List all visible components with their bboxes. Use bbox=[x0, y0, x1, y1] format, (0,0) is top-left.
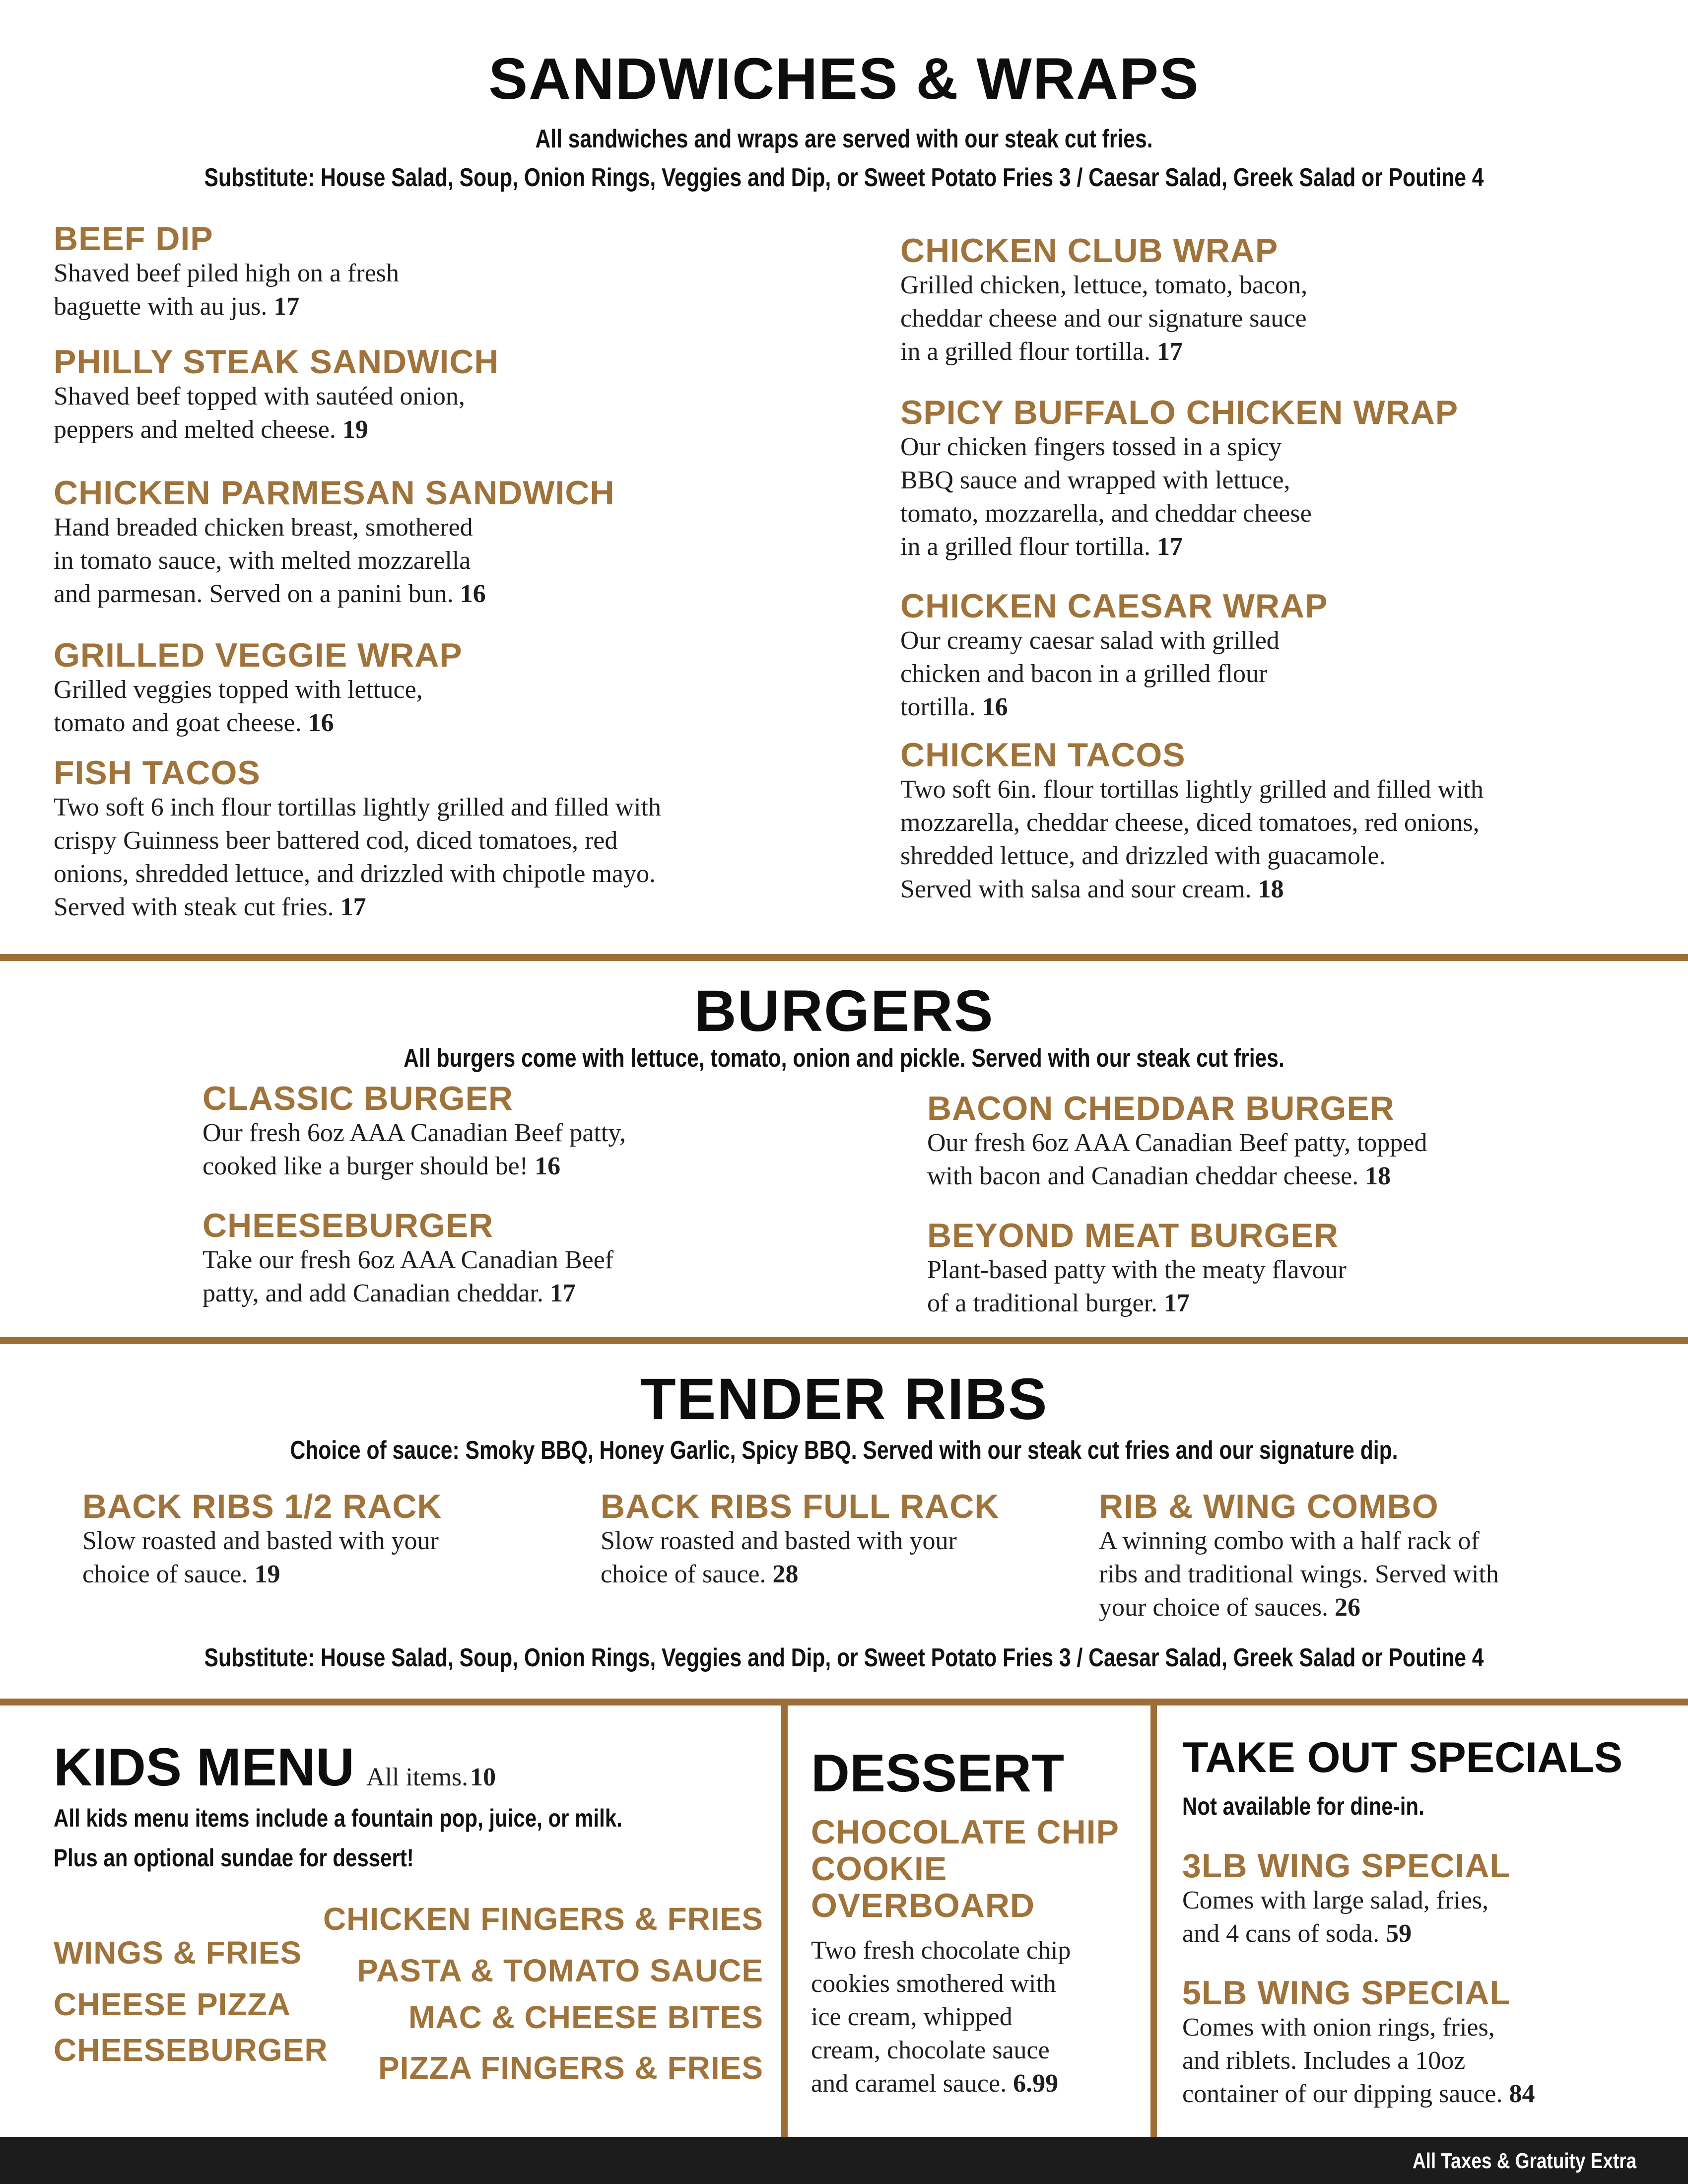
kids-item: CHICKEN FINGERS & FRIES bbox=[323, 1901, 763, 1937]
item-name: SPICY BUFFALO CHICKEN WRAP bbox=[900, 394, 1459, 431]
item-name: BEEF DIP bbox=[54, 220, 213, 258]
menu-item-chicken-parmesan bbox=[54, 476, 615, 611]
kids-all-items: All items. bbox=[366, 1763, 469, 1791]
item-name: BEYOND MEAT BURGER bbox=[927, 1217, 1339, 1254]
kids-item: WINGS & FRIES bbox=[54, 1935, 302, 1971]
dessert-item-name: CHOCOLATE CHIP COOKIE OVERBOARD bbox=[811, 1813, 1119, 1924]
item-description: Slow roasted and basted with your choice of sauce. 19 bbox=[82, 1527, 439, 1589]
menu-item-philly-steak bbox=[54, 344, 499, 446]
dessert-item-description: Two fresh chocolate chip cookies smothered with ice cream, whipped cream, chocolate sauce and caramel sauce. 6.99 bbox=[811, 1936, 1071, 2098]
item-description: Our chicken fingers tossed in a spicy BBQ sauce and wrapped with lettuce, tomato, mozzarella, and cheddar cheese in a grilled flour tortilla. 17 bbox=[900, 433, 1312, 561]
menu-item-back-ribs-half bbox=[82, 1489, 442, 1591]
item-price: 17 bbox=[549, 1279, 576, 1308]
takeout-note: Not available for dine-in. bbox=[1182, 1792, 1424, 1820]
item-description: Shaved beef topped with sautéed onion, peppers and melted cheese. 19 bbox=[54, 382, 465, 444]
section-divider bbox=[0, 954, 1688, 961]
kids-item: MAC & CHEESE BITES bbox=[408, 1999, 763, 2035]
item-price: 26 bbox=[1335, 1593, 1361, 1622]
kids-item: PASTA & TOMATO SAUCE bbox=[357, 1953, 763, 1988]
section-divider bbox=[0, 1699, 1688, 1706]
item-name: BACK RIBS 1/2 RACK bbox=[82, 1488, 442, 1525]
column-divider bbox=[781, 1699, 788, 2137]
item-name: FISH TACOS bbox=[54, 754, 261, 792]
column-divider bbox=[1150, 1699, 1157, 2137]
item-description: Slow roasted and basted with your choice of sauce. 28 bbox=[601, 1527, 957, 1589]
kids-menu-header bbox=[54, 1737, 496, 1797]
sandwiches-substitute-note: Substitute: House Salad, Soup, Onion Rings, Veggies and Dip, or Sweet Potato Fries 3 / Caesar Salad, Greek Salad or Poutine 4 bbox=[204, 163, 1484, 192]
menu-item-cheeseburger bbox=[203, 1208, 613, 1310]
item-description: Our fresh 6oz AAA Canadian Beef patty, cooked like a burger should be! 16 bbox=[203, 1119, 626, 1181]
menu-item-rib-wing-combo bbox=[1099, 1489, 1499, 1624]
ribs-note: Choice of sauce: Smoky BBQ, Honey Garlic, Spicy BBQ. Served with our steak cut fries and our signature dip. bbox=[290, 1436, 1398, 1465]
ribs-substitute-note: Substitute: House Salad, Soup, Onion Rings, Veggies and Dip, or Sweet Potato Fries 3 / Caesar Salad, Greek Salad or Poutine 4 bbox=[204, 1643, 1484, 1672]
item-name: CHICKEN TACOS bbox=[900, 736, 1186, 774]
item-name: PHILLY STEAK SANDWICH bbox=[54, 343, 499, 381]
section-title-burgers: BURGERS bbox=[694, 978, 994, 1044]
section-title-ribs: TENDER RIBS bbox=[640, 1366, 1048, 1432]
item-description: Take our fresh 6oz AAA Canadian Beef patty, and add Canadian cheddar. 17 bbox=[203, 1246, 614, 1308]
item-description: Hand breaded chicken breast, smothered in tomato sauce, with melted mozzarella and parmesan. Served on a panini bun. 16 bbox=[54, 513, 486, 609]
section-title-dessert: DESSERT bbox=[811, 1743, 1065, 1803]
item-price: 19 bbox=[342, 415, 368, 444]
kids-item: PIZZA FINGERS & FRIES bbox=[378, 2050, 763, 2086]
menu-item-beyond-meat-burger bbox=[927, 1218, 1347, 1320]
menu-item-chicken-caesar-wrap bbox=[900, 589, 1328, 724]
item-price: 84 bbox=[1509, 2080, 1535, 2109]
menu-item-5lb-wing-special bbox=[1182, 1976, 1535, 2111]
menu-item-back-ribs-full bbox=[601, 1489, 1000, 1591]
item-description: Plant-based patty with the meaty flavour of a traditional burger. 17 bbox=[927, 1256, 1347, 1318]
item-price: 6.99 bbox=[1013, 2069, 1059, 2098]
item-price: 59 bbox=[1386, 1919, 1412, 1948]
item-name: GRILLED VEGGIE WRAP bbox=[54, 636, 463, 674]
footer-bar bbox=[0, 2137, 1688, 2184]
item-name: 5LB WING SPECIAL bbox=[1182, 1974, 1511, 2012]
item-price: 16 bbox=[982, 693, 1008, 722]
item-name: CHICKEN PARMESAN SANDWICH bbox=[54, 474, 615, 512]
item-name: BACON CHEDDAR BURGER bbox=[927, 1090, 1395, 1127]
kids-note-2: Plus an optional sundae for dessert! bbox=[54, 1844, 414, 1872]
item-price: 19 bbox=[254, 1560, 280, 1589]
item-description: Comes with onion rings, fries, and riblets. Includes a 10oz container of our dipping sauce. 84 bbox=[1182, 2013, 1535, 2109]
item-price: 16 bbox=[460, 580, 486, 609]
kids-item: CHEESE PIZZA bbox=[54, 1986, 291, 2022]
item-description: A winning combo with a half rack of ribs and traditional wings. Served with your choice of sauces. 26 bbox=[1099, 1527, 1499, 1622]
item-price: 28 bbox=[772, 1560, 799, 1589]
menu-item-chicken-club-wrap bbox=[900, 233, 1307, 368]
section-title-takeout: TAKE OUT SPECIALS bbox=[1182, 1734, 1623, 1781]
menu-item-3lb-wing-special bbox=[1182, 1848, 1511, 1950]
menu-item-beef-dip bbox=[54, 221, 399, 323]
item-price: 16 bbox=[308, 709, 334, 738]
item-name: CLASSIC BURGER bbox=[203, 1080, 514, 1117]
footer-note: All Taxes & Gratuity Extra bbox=[1412, 2149, 1636, 2173]
kids-item: CHEESEBURGER bbox=[54, 2032, 328, 2068]
item-price: 18 bbox=[1258, 875, 1284, 904]
item-name: CHICKEN CAESAR WRAP bbox=[900, 587, 1328, 625]
burgers-note: All burgers come with lettuce, tomato, onion and pickle. Served with our steak cut fries. bbox=[404, 1044, 1284, 1073]
item-price: 17 bbox=[273, 292, 300, 321]
item-price: 16 bbox=[535, 1152, 561, 1181]
item-price: 17 bbox=[1156, 338, 1183, 366]
item-price: 17 bbox=[1156, 533, 1183, 561]
item-description: Our creamy caesar salad with grilled chicken and bacon in a grilled flour tortilla. 16 bbox=[900, 626, 1280, 722]
item-name: CHICKEN CLUB WRAP bbox=[900, 232, 1279, 270]
menu-item-chicken-tacos bbox=[900, 738, 1484, 906]
item-description: Our fresh 6oz AAA Canadian Beef patty, topped with bacon and Canadian cheddar cheese. 18 bbox=[927, 1129, 1427, 1191]
item-description: Two soft 6 inch flour tortillas lightly grilled and filled with crispy Guinness beer battered cod, diced tomatoes, red onions, shredded lettuce, and drizzled with chipotle mayo. Served with steak cut fries. 17 bbox=[54, 793, 661, 922]
item-name: BACK RIBS FULL RACK bbox=[601, 1488, 1000, 1525]
kids-note-1: All kids menu items include a fountain pop, juice, or milk. bbox=[54, 1804, 622, 1832]
menu-item-spicy-buffalo-wrap bbox=[900, 395, 1458, 563]
section-title-sandwiches: SANDWICHES & WRAPS bbox=[488, 46, 1200, 112]
menu-item-classic-burger bbox=[203, 1081, 626, 1183]
item-name: 3LB WING SPECIAL bbox=[1182, 1847, 1511, 1885]
item-price: 17 bbox=[340, 893, 366, 922]
item-description: Comes with large salad, fries, and 4 cans of soda. 59 bbox=[1182, 1886, 1489, 1948]
item-description: Shaved beef piled high on a fresh baguette with au jus. 17 bbox=[54, 259, 400, 321]
item-description: Grilled chicken, lettuce, tomato, bacon, cheddar cheese and our signature sauce in a grilled flour tortilla. 17 bbox=[900, 271, 1308, 366]
item-price: 17 bbox=[1164, 1289, 1190, 1318]
menu-item-bacon-cheddar-burger bbox=[927, 1091, 1427, 1193]
menu-item-grilled-veggie-wrap bbox=[54, 638, 463, 740]
item-description: Two soft 6in. flour tortillas lightly grilled and filled with mozzarella, cheddar cheese, diced tomatoes, red onions, shredded lettuce, and drizzled with guacamole. Served with salsa and sour cream. 18 bbox=[900, 775, 1484, 904]
item-name: RIB & WING COMBO bbox=[1099, 1488, 1439, 1525]
item-name: CHEESEBURGER bbox=[203, 1207, 494, 1244]
sandwiches-note: All sandwiches and wraps are served with our steak cut fries. bbox=[535, 125, 1153, 153]
menu-item-fish-tacos bbox=[54, 755, 661, 924]
section-title-kids: KIDS MENU bbox=[54, 1737, 355, 1797]
item-description: Grilled veggies topped with lettuce, tomato and goat cheese. 16 bbox=[54, 676, 423, 738]
section-divider bbox=[0, 1337, 1688, 1344]
kids-price: 10 bbox=[470, 1763, 496, 1791]
item-price: 18 bbox=[1365, 1162, 1391, 1191]
